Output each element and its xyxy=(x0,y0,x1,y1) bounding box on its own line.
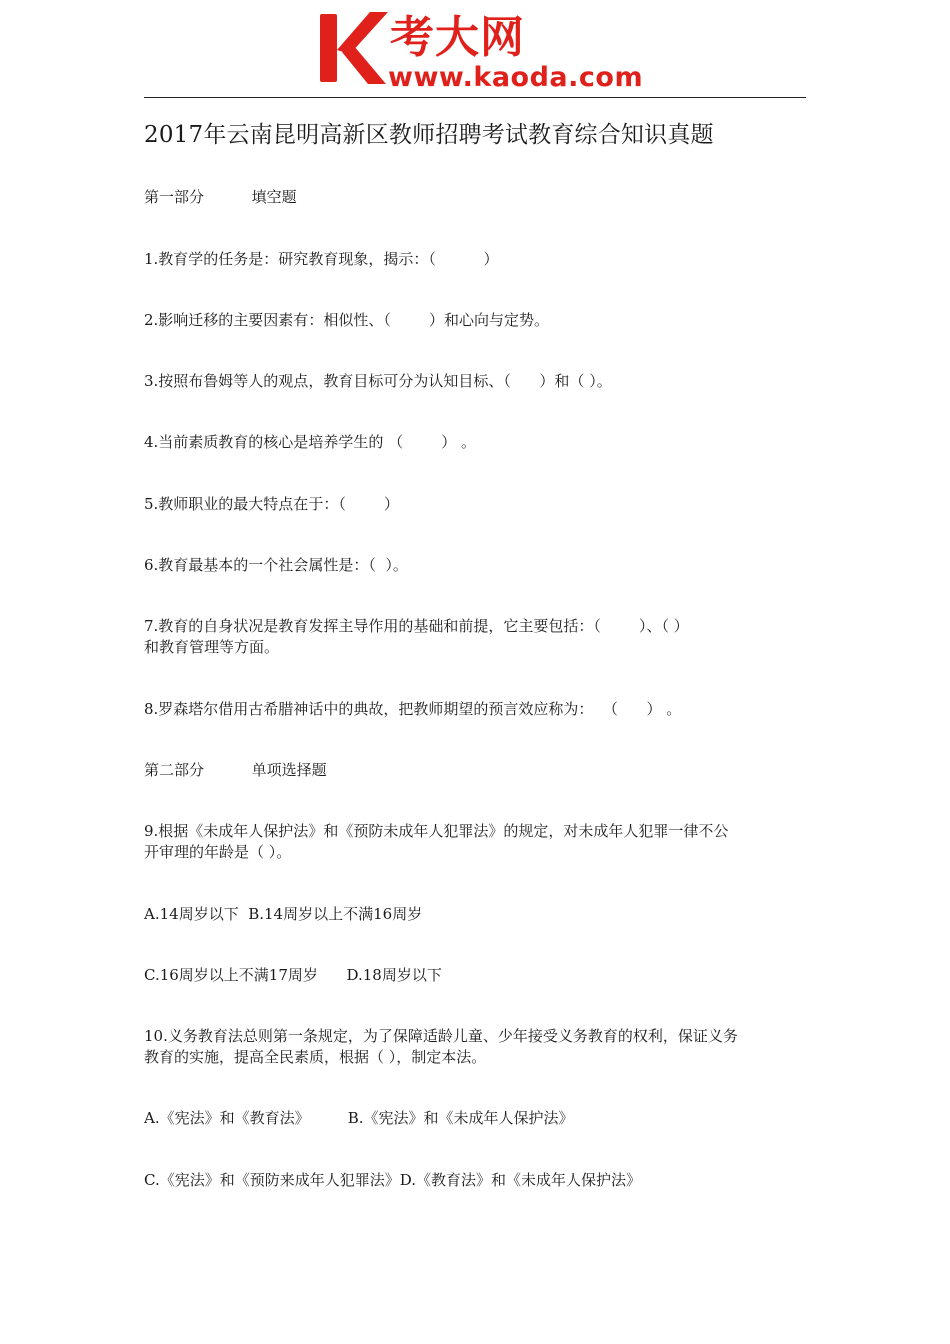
logo-cn-text: 考大网 xyxy=(390,12,525,63)
question-10: 10.义务教育法总则第一条规定，为了保障适龄儿童、少年接受义务教育的权利，保证义务 教育的实施，提高全民素质，根据（ ），制定本法。 xyxy=(144,1027,738,1066)
header-divider xyxy=(144,97,806,98)
part2-heading: 第二部分 单项选择题 xyxy=(144,761,327,779)
question-4: 4.当前素质教育的核心是培养学生的 （ ） 。 xyxy=(144,433,476,451)
question-9-options-ab: A.14周岁以下 B.14周岁以上不满16周岁 xyxy=(144,905,423,923)
part1-heading: 第一部分 填空题 xyxy=(144,188,297,206)
question-8: 8.罗森塔尔借用古希腊神话中的典故，把教师期望的预言效应称为： （ ） 。 xyxy=(144,700,682,718)
document-title: 2017年云南昆明高新区教师招聘考试教育综合知识真题 xyxy=(144,122,714,148)
question-2: 2.影响迁移的主要因素有：相似性、（ ）和心向与定势。 xyxy=(144,311,549,329)
question-3: 3.按照布鲁姆等人的观点，教育目标可分为认知目标、（ ）和（ ）。 xyxy=(144,372,612,390)
question-7: 7.教育的自身状况是教育发挥主导作用的基础和前提，它主要包括：（ ）、（ ） 和教育管理等方面。 xyxy=(144,617,689,656)
logo-url-text: www.kaoda.com xyxy=(388,62,644,92)
question-6: 6.教育最基本的一个社会属性是：（ ）。 xyxy=(144,556,408,574)
question-9: 9.根据《未成年人保护法》和《预防未成年人犯罪法》的规定，对未成年人犯罪一律不公 开审理的年龄是（ ）。 xyxy=(144,822,729,861)
question-1: 1.教育学的任务是：研究教育现象，揭示：（ ） xyxy=(144,250,499,268)
question-10-options-ab: A.《宪法》和《教育法》 B.《宪法》和《未成年人保护法》 xyxy=(144,1109,574,1127)
question-5: 5.教师职业的最大特点在于：（ ） xyxy=(144,495,399,513)
logo-k-mark xyxy=(320,12,388,84)
kaoda-logo xyxy=(318,8,648,92)
question-9-options-cd: C.16周岁以上不满17周岁 D.18周岁以下 xyxy=(144,966,442,984)
question-10-options-cd: C.《宪法》和《预防来成年人犯罪法》D.《教育法》和《未成年人保护法》 xyxy=(144,1171,641,1189)
